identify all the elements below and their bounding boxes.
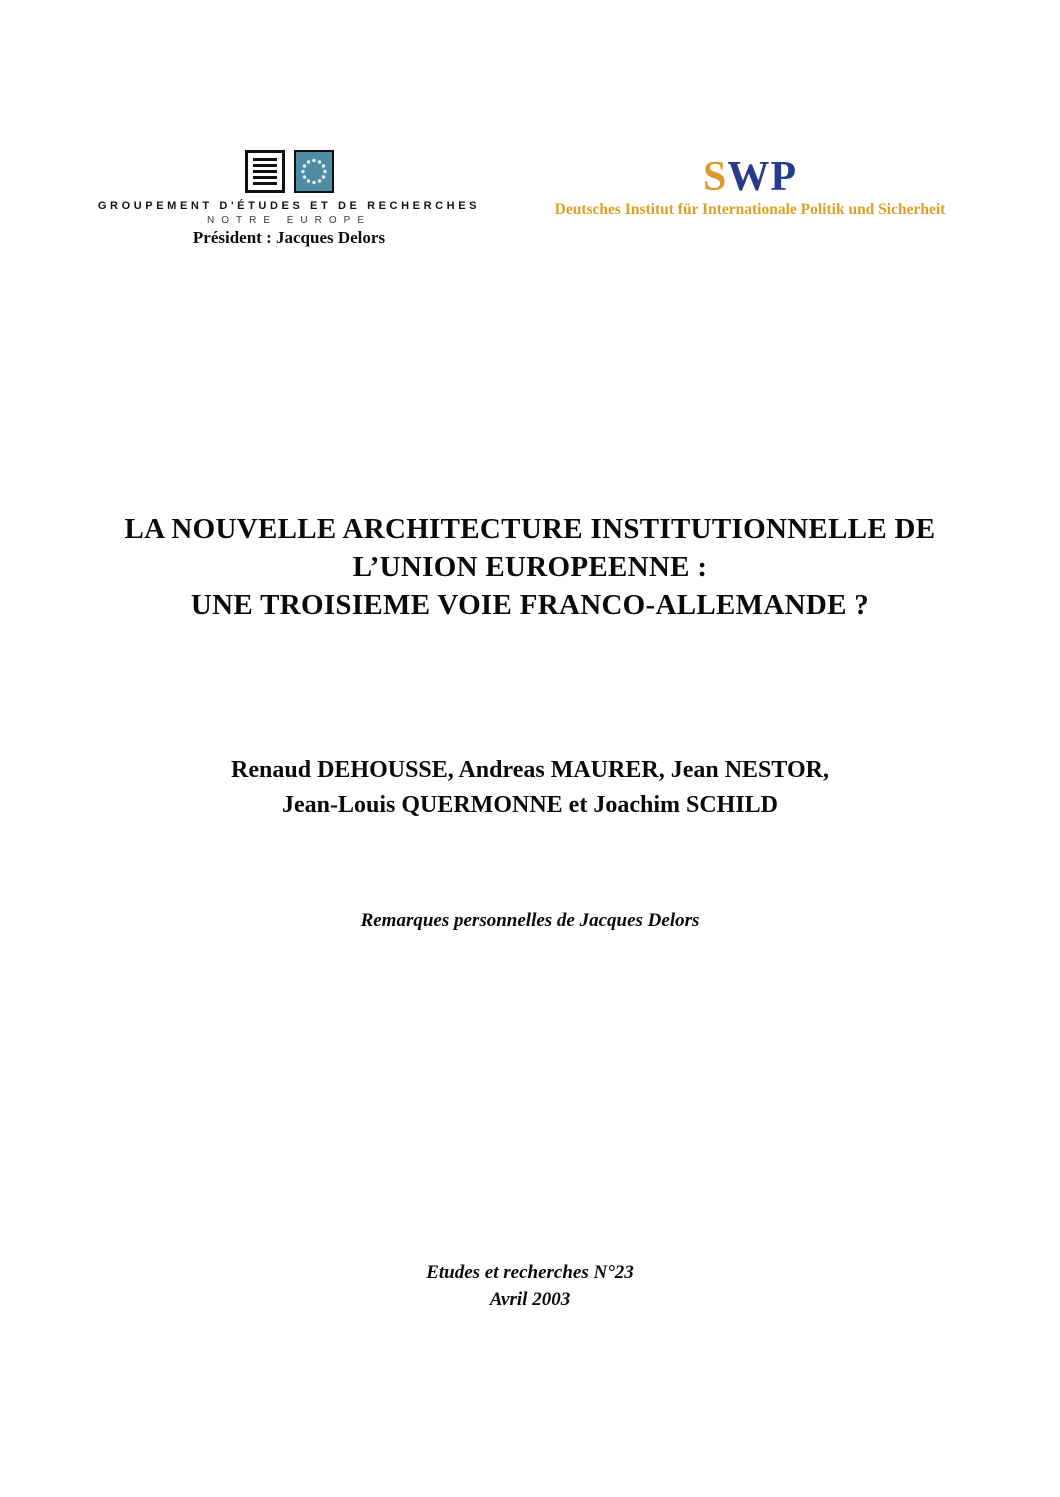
authors [0, 753, 1060, 823]
swp-acronym [548, 156, 952, 198]
swp-subtitle: Deutsches Institut für Internationale Politik und Sicherheit [554, 201, 946, 218]
authors-line-2: Jean-Louis QUERMONNE et Joachim SCHILD [281, 792, 779, 818]
document-title [70, 510, 990, 624]
notre-europe-line: NOTRE EUROPE [206, 215, 371, 226]
notre-europe-logo-icons [88, 150, 490, 193]
series-line: Etudes et recherches N°23 [426, 1262, 634, 1283]
date-line: Avril 2003 [489, 1289, 571, 1310]
personal-remarks-note: Remarques personnelles de Jacques Delors [360, 910, 700, 931]
document-lines-icon [245, 150, 285, 193]
swp-letters-wp: WP [727, 154, 797, 200]
title-line-3: UNE TROISIEME VOIE FRANCO-ALLEMANDE ? [190, 589, 870, 621]
title-line-2: L’UNION EUROPEENNE : [352, 551, 708, 583]
authors-line-1: Renaud DEHOUSSE, Andreas MAURER, Jean NESTOR, [231, 757, 829, 783]
groupement-line: GROUPEMENT D'ÉTUDES ET DE RECHERCHES [97, 200, 481, 212]
title-line-1: LA NOUVELLE ARCHITECTURE INSTITUTIONNELLE DE [124, 513, 936, 545]
president-line: Président : Jacques Delors [192, 228, 386, 247]
swp-letter-s: S [702, 154, 728, 200]
footer [0, 1259, 1060, 1313]
notre-europe-logo [88, 150, 490, 248]
eu-stars-icon [294, 150, 334, 193]
swp-logo [548, 156, 952, 219]
